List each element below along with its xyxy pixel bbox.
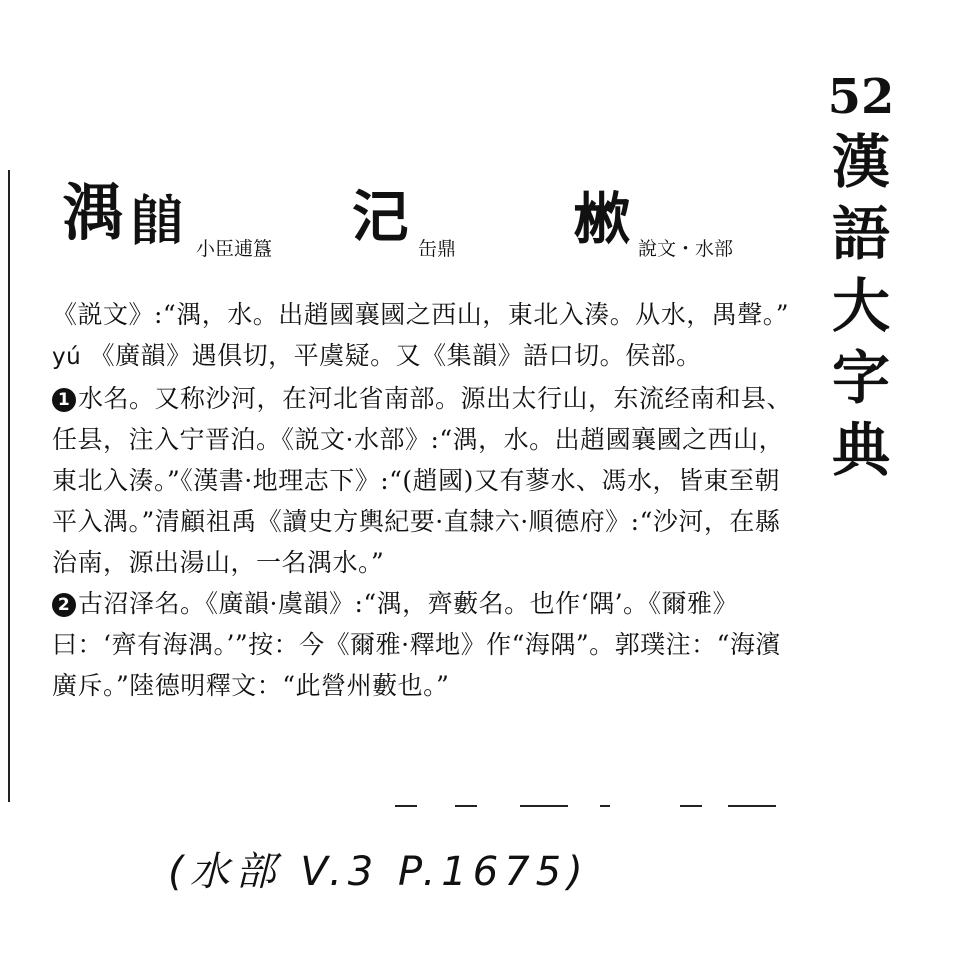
headword-glyph: 湡 (62, 176, 123, 249)
glyph-source-label: 小臣逋簋 (196, 238, 273, 260)
sense-1 (22, 378, 792, 583)
dictionary-sidebar-title (826, 68, 896, 486)
sense-1-text: 水名。又称沙河，在河北省南部。源出太行山，东流经南和县、任县，注入宁晋泊。《説文·水部》:“湡，水。出趙國襄國之西山，東北入湊。”《漢書·地理志下》:“(趙國)又有蓼水、馮水，皆東至朝平入湡。”清顧祖禹《讀史方輿紀要·直隸六·順德府》:“沙河，在縣治南，源出湯山，一名湡水。” (52, 384, 793, 577)
pinyin: yú (52, 344, 82, 370)
glyph-source-label: 說文・水部 (638, 238, 734, 260)
page-number: 52 (827, 69, 895, 125)
cut-mark (520, 805, 568, 807)
cut-mark (455, 805, 477, 807)
title-char: 語 (831, 200, 890, 268)
phonetic-text: 《廣韻》遇俱切，平虞疑。又《集韻》語口切。侯部。 (89, 341, 702, 370)
shuowen-quote: 《説文》:“湡，水。出趙國襄國之西山，東北入湊。从水，禺聲。” (52, 300, 789, 329)
sense-number-badge: 1 (52, 388, 76, 412)
title-char: 大 (831, 272, 890, 340)
handwritten-reference-note: (水部 V.3 P.1675) (168, 849, 589, 895)
entry-body (22, 294, 792, 706)
title-char: 字 (831, 344, 890, 412)
sense-2 (22, 583, 792, 706)
title-char: 典 (831, 416, 890, 484)
cut-mark (680, 805, 702, 807)
glyph-source-label: 缶鼎 (418, 238, 457, 260)
cut-mark (728, 805, 776, 807)
seal-glyph: 𣶙 (574, 186, 628, 252)
sense-2-text: 古沼泽名。《廣韻·虞韻》:“湡，齊藪名。也作‘隅’。《爾雅》曰：‘齊有海湡。’”按：今《爾雅·釋地》作“海隅”。郭璞注：“海濱廣斥。”陸德明釋文：“此營州藪也。” (52, 589, 781, 700)
bronze-glyph: 𣲆 (352, 184, 406, 250)
phonetic-line (22, 335, 792, 378)
sense-number-badge: 2 (52, 593, 76, 617)
entry-heading (0, 172, 800, 282)
bronze-glyph: 𨺅 (130, 189, 182, 253)
cut-mark (395, 805, 417, 807)
title-char: 漢 (831, 128, 890, 196)
cut-mark (600, 805, 610, 807)
